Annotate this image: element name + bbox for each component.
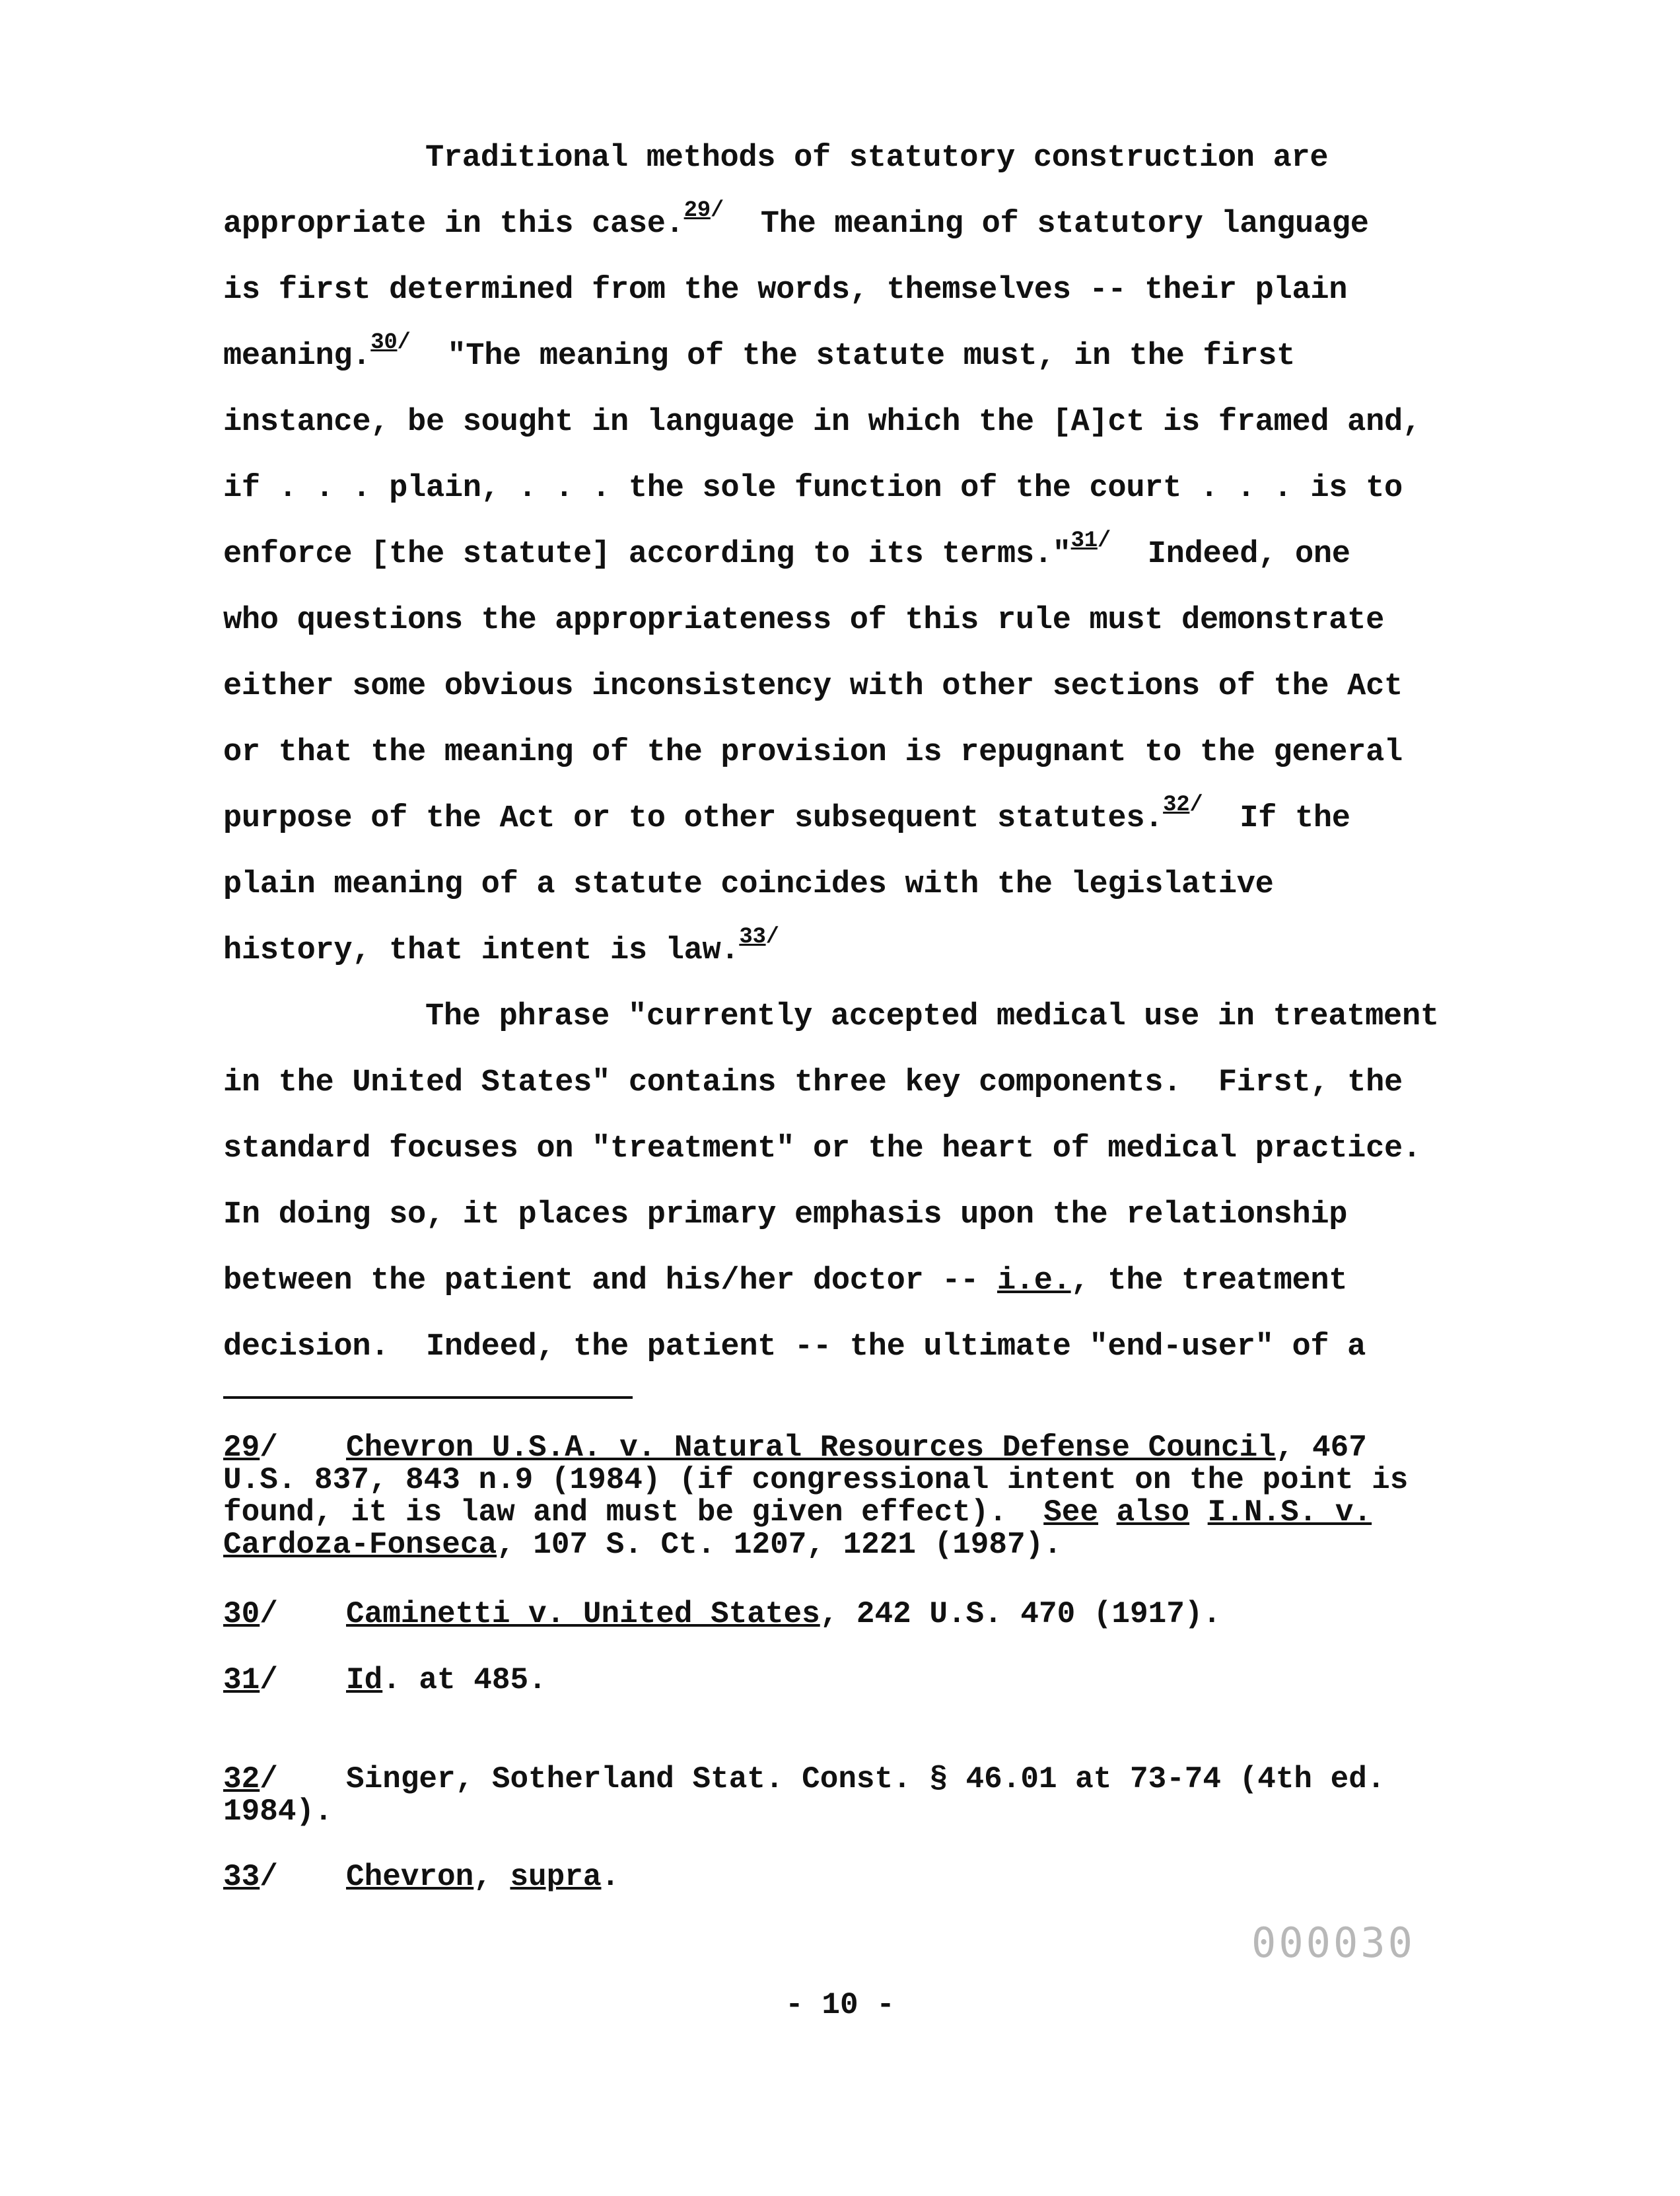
footnote-line: 33/ Chevron, supra.: [223, 1860, 620, 1894]
text-line: appropriate in this case.$^{29/}$ The meaning of statutory language: [223, 198, 1369, 242]
text-line: The phrase "currently accepted medical use in treatment: [425, 999, 1439, 1034]
footnote-line: 29/ Chevron U.S.A. v. Natural Resources Defense Council, 467: [223, 1431, 1367, 1465]
page-number: - 10 -: [785, 1988, 895, 2022]
text-line: decision. Indeed, the patient -- the ultimate "end-user" of a: [223, 1329, 1366, 1364]
text-line: standard focuses on "treatment" or the heart of medical practice.: [223, 1131, 1421, 1166]
footnote-line: 32/ Singer, Sotherland Stat. Const. § 46.01 at 73-74 (4th ed.: [223, 1762, 1385, 1796]
footnote-separator: [223, 1396, 633, 1399]
text-line: in the United States" contains three key components. First, the: [223, 1065, 1403, 1100]
text-line: history, that intent is law.$^{33/}$: [223, 925, 779, 968]
footnote-line: found, it is law and must be given effect). See also I.N.S. v.: [223, 1495, 1372, 1530]
footnote-30: [223, 1598, 1564, 1631]
text-line: who questions the appropriateness of this rule must demonstrate: [223, 603, 1384, 638]
text-line: either some obvious inconsistency with other sections of the Act: [223, 669, 1403, 704]
text-line: instance, be sought in language in which the [A]ct is framed and,: [223, 405, 1421, 440]
footnote-ref-32: 32/: [1163, 793, 1203, 818]
footnote-ref-30: 30/: [370, 330, 411, 355]
text-line: between the patient and his/her doctor -- i.e., the treatment: [223, 1263, 1348, 1298]
footnote-29: [223, 1432, 1564, 1561]
footnote-line: U.S. 837, 843 n.9 (1984) (if congressional intent on the point is: [223, 1463, 1409, 1497]
footnote-ref-29: 29/: [683, 198, 724, 223]
footnote-ref-33: 33/: [739, 925, 779, 950]
text-line: if . . . plain, . . . the sole function of the court . . . is to: [223, 471, 1403, 506]
footnote-ref-31: 31/: [1070, 528, 1111, 553]
footnote-33: [223, 1861, 1564, 1894]
footnote-line: 31/ Id. at 485.: [223, 1663, 547, 1697]
text-line: meaning.$^{30/}$ "The meaning of the statute must, in the first: [223, 330, 1295, 374]
text-line: is first determined from the words, themselves -- their plain: [223, 273, 1348, 308]
text-line: Traditional methods of statutory construction are: [425, 141, 1329, 176]
footnote-32: [223, 1763, 1564, 1828]
text-line: In doing so, it places primary emphasis upon the relationship: [223, 1197, 1348, 1232]
bates-stamp: 000030: [1251, 1919, 1415, 1967]
footnote-line: Cardoza-Fonseca, 107 S. Ct. 1207, 1221 (1987).: [223, 1528, 1062, 1562]
paragraph-currently-accepted-medical-use: [223, 984, 1564, 1380]
paragraph-statutory-construction: [223, 125, 1564, 984]
text-line: plain meaning of a statute coincides with the legislative: [223, 867, 1274, 902]
footnote-line: 30/ Caminetti v. United States, 242 U.S. 470 (1917).: [223, 1597, 1222, 1631]
text-line: or that the meaning of the provision is repugnant to the general: [223, 735, 1403, 770]
footnote-31: [223, 1664, 1564, 1697]
text-line: enforce [the statute] according to its terms."$^{31/}$ Indeed, one: [223, 528, 1350, 572]
footnote-line: 1984).: [223, 1794, 333, 1829]
text-line: purpose of the Act or to other subsequent statutes.$^{32/}$ If the: [223, 793, 1350, 836]
